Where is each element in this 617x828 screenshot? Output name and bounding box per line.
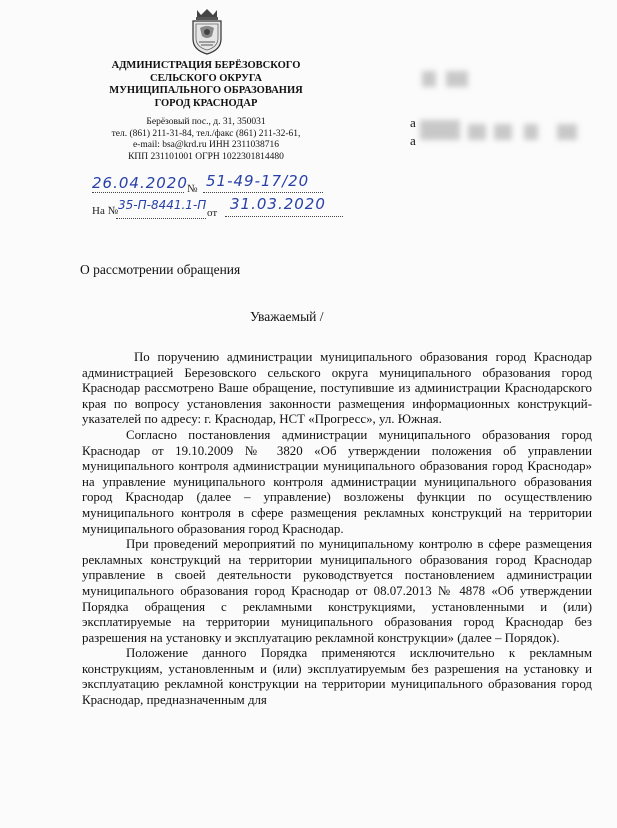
- letter-greeting: Уважаемый /: [250, 309, 324, 324]
- org-line: МУНИЦИПАЛЬНОГО ОБРАЗОВАНИЯ: [109, 85, 303, 96]
- number-underline: [203, 192, 323, 193]
- email-line: e-mail: bsa@krd.ru ИНН 2311038716: [132, 140, 280, 150]
- number-sign: №: [187, 183, 198, 195]
- body-paragraph: По поручению администрации муниципального образования город Краснодар администрацией Березовского сельского округа муниципального образования город Краснодар рассмотрено Ваше обращение, поступившие из администрации Краснодарского края по вопросу установления законности размещения информационных конструкций-указателей по адресу: г. Краснодар, НСТ «Прогресс», ул. Южная.: [82, 350, 592, 427]
- redacted-area: [557, 124, 577, 140]
- redacted-area: [524, 124, 538, 140]
- redacted-area: [446, 71, 468, 87]
- handwritten-reference-date: 31.03.2020: [230, 195, 326, 213]
- coat-of-arms-icon: [187, 6, 227, 56]
- org-line: ГОРОД КРАСНОДАР: [154, 97, 258, 109]
- reference-date-underline: [225, 216, 343, 217]
- org-line: СЕЛЬСКОГО ОКРУГА: [149, 72, 263, 84]
- recipient-fragment: a: [410, 133, 416, 148]
- org-line: АДМИНИСТРАЦИЯ БЕРЁЗОВСКОГО: [111, 60, 301, 71]
- letter-subject: О рассмотрении обращения: [80, 262, 241, 277]
- handwritten-number: 51-49-17/20: [206, 172, 310, 190]
- body-paragraph: При проведений мероприятий по муниципальному контролю в сфере размещения рекламных конструкций на территории муниципального образования город Краснодар управление в своей деятельности руководствуется постановлением администрации муниципального образования город Краснодар от 08.07.2013 № 4878 «Об утверждении Порядка обращения с рекламными конструкциями, установленными и (или) эксплатируемые на территории муниципального образования город Краснодар без разрешения на установку и эксплуатацию рекламной конструкции» (далее – Порядок).: [82, 537, 592, 645]
- handwritten-reference-number: 35-П-8441.1-П: [118, 198, 207, 212]
- phone-line: тел. (861) 211-31-84, тел./факс (861) 211-32-61,: [111, 128, 301, 139]
- from-label: от: [207, 207, 218, 219]
- redacted-area: [468, 124, 486, 140]
- redacted-area: [420, 120, 460, 140]
- redacted-area: [494, 124, 512, 140]
- registration-line: КПП 231101001 ОГРН 1022301814480: [128, 151, 284, 162]
- body-paragraph: Согласно постановления администрации муниципального образования город Краснодар от 19.10.2009 № 3820 «Об утверждении положения об управлении муниципального контроля администрации муниципального образования город Краснодар» на управление муниципального контроля администрации муниципального образования город Краснодар (далее – управление) возложены функции по осуществлению муниципального контроля в сфере размещения рекламных конструкций на территории муниципального образования город Краснодар.: [82, 427, 592, 536]
- organization-name: [70, 60, 342, 110]
- body-paragraph: Положение данного Порядка применяются исключительно к рекламным конструкциям, установленным и (или) эксплуатируемым без разрешения на установку и эксплуатацию рекламной конструкции на территории муниципального образования город Краснодар, предназначенным для: [82, 646, 592, 708]
- letter-body: [82, 350, 592, 709]
- date-underline: [92, 192, 184, 193]
- address-line: Берёзовый пос., д. 31, 350031: [146, 117, 266, 127]
- reference-underline: [116, 218, 206, 219]
- recipient-fragment: a: [410, 115, 416, 130]
- reference-prefix: На №: [92, 205, 119, 217]
- organization-contacts: [70, 117, 342, 163]
- handwritten-date: 26.04.2020: [92, 174, 188, 192]
- redacted-area: [422, 71, 436, 87]
